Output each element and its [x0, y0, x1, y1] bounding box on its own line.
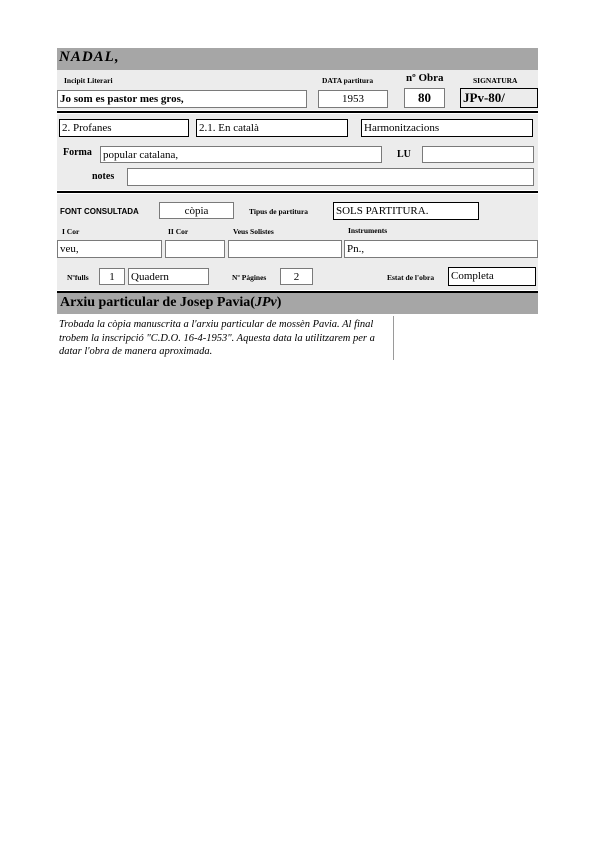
- instruments-field[interactable]: Pn.,: [344, 240, 538, 258]
- estat-label: Estat de l'obra: [387, 273, 435, 282]
- signatura-field[interactable]: JPv-80/: [460, 88, 538, 108]
- notes-field[interactable]: [127, 168, 534, 186]
- title-bar: [57, 48, 538, 70]
- font-consultada-label: FONT CONSULTADA: [60, 207, 139, 216]
- forma-field[interactable]: popular catalana,: [100, 146, 382, 163]
- nfulls-label: Nºfulls: [67, 273, 89, 282]
- i-cor-label: I Cor: [62, 227, 80, 236]
- subcategory-field[interactable]: 2.1. En català: [196, 119, 348, 137]
- note-divider: [393, 316, 394, 360]
- instruments-label: Instruments: [348, 226, 388, 235]
- incipit-field[interactable]: Jo som es pastor mes gros,: [57, 90, 307, 108]
- archive-title-code: JPv: [254, 295, 277, 310]
- archive-title-text: Arxiu particular de Josep Pavia(: [60, 295, 255, 310]
- npagines-label: Nº Pàgines: [232, 273, 267, 282]
- type-field[interactable]: Harmonitzacions: [361, 119, 533, 137]
- forma-label: Forma: [63, 147, 92, 158]
- estat-field[interactable]: Completa: [448, 267, 536, 286]
- data-partitura-label: DATA partitura: [322, 76, 374, 85]
- n-obra-label: nº Obra: [406, 72, 444, 84]
- ii-cor-field[interactable]: [165, 240, 225, 258]
- divider-1: [57, 111, 538, 113]
- tipus-partitura-label: Tipus de partitura: [249, 207, 309, 216]
- work-title: NADAL,: [59, 49, 120, 65]
- data-partitura-field[interactable]: 1953: [318, 90, 388, 108]
- lu-field[interactable]: [422, 146, 534, 163]
- notes-label: notes: [92, 171, 115, 182]
- archive-note: Trobada la còpia manuscrita a l'arxiu particular de mossèn Pavia. Al final trobem la inscripció "C.D.O. 16-4-1953". Aquesta data la utilitzarem per a datar l'obra de manera aproximada.: [59, 319, 375, 357]
- divider-2: [57, 191, 538, 193]
- signatura-label: SIGNATURA: [473, 76, 518, 85]
- i-cor-field[interactable]: veu,: [57, 240, 162, 258]
- archive-title-end: ): [276, 295, 282, 310]
- npagines-field[interactable]: 2: [280, 268, 313, 285]
- nfulls-field[interactable]: 1: [99, 268, 125, 285]
- font-consultada-field[interactable]: còpia: [159, 202, 234, 219]
- tipus-partitura-field[interactable]: SOLS PARTITURA.: [333, 202, 479, 220]
- ii-cor-label: II Cor: [168, 227, 189, 236]
- category-field[interactable]: 2. Profanes: [59, 119, 189, 137]
- archive-title: [60, 294, 281, 312]
- n-obra-field[interactable]: 80: [404, 88, 445, 108]
- veus-solistes-field[interactable]: [228, 240, 342, 258]
- incipit-label: Incipit Literari: [64, 76, 113, 85]
- veus-solistes-label: Veus Solistes: [233, 227, 274, 236]
- lu-label: LU: [397, 149, 411, 160]
- format-field[interactable]: Quadern: [128, 268, 209, 285]
